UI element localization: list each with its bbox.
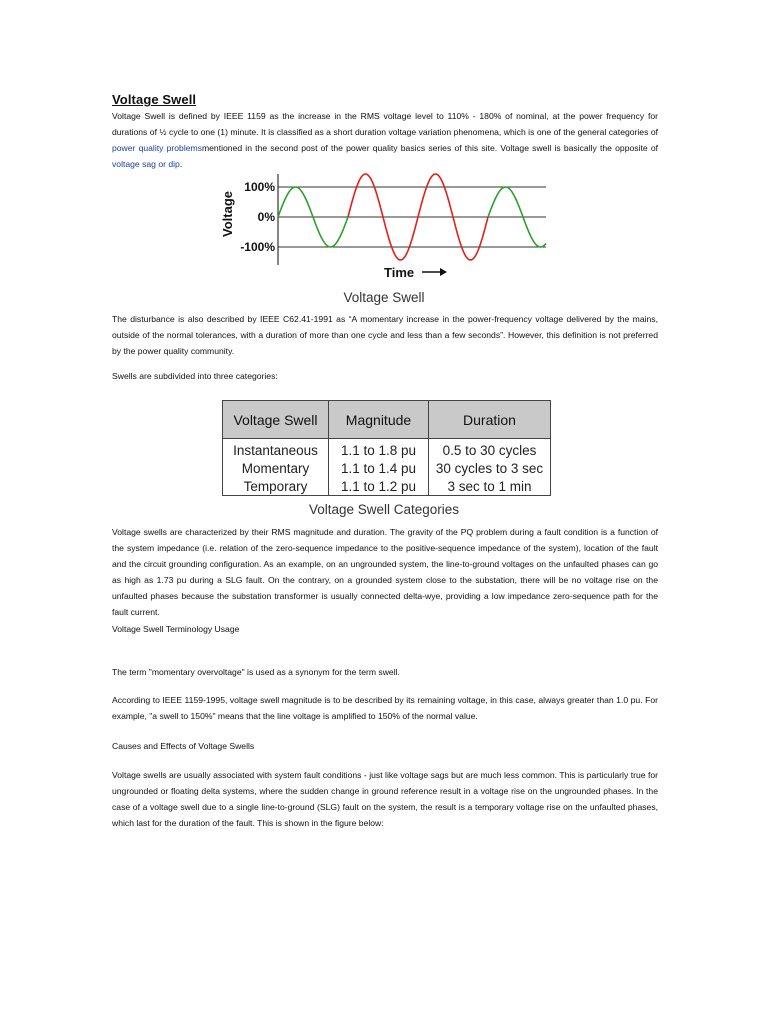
characterization-paragraph: Voltage swells are characterized by their RMS magnitude and duration. The gravity of the PQ problem during a fault condition is a function of the system impedance (i.e. relation of the zero-sequence impedance to the positive-sequence impedance of the system), location of the fault and the circuit grounding configuration. As an example, on an ungrounded system, the line-to-ground voltages on the unfaulted phases can go as high as 1.73 pu during a SLG fault. On the contrary, on a grounded system close to the substation, there will be no voltage rise on the unfaulted phases because the substation transformer is usually connected delta-wye, providing a low impedance zero-sequence path for the fault current. [112, 527, 658, 617]
table-row [223, 459, 551, 477]
table-caption: Voltage Swell Categories [308, 502, 460, 517]
power-quality-problems-link[interactable]: power quality problems [112, 143, 202, 153]
synonym-paragraph: The term "momentary overvoltage" is used as a synonym for the term swell. [112, 667, 400, 677]
intro-text-3: . [179, 159, 183, 169]
time-arrow-icon [422, 268, 447, 276]
figure-xlabel: Time [384, 265, 415, 280]
tick-0: 0% [257, 210, 275, 224]
table-row [223, 439, 551, 460]
ieee-1159-paragraph: According to IEEE 1159-1995, voltage swell magnitude is to be described by its remaining voltage, in this case, always greater than 1.0 pu. For example, "a swell to 150%" means that the line voltage is amplified to 150% of the normal value. [112, 695, 658, 721]
header-duration: Duration [429, 401, 551, 439]
table-cell: 1.1 to 1.2 pu [329, 477, 429, 496]
table-cell: 3 sec to 1 min [429, 477, 551, 496]
tick-minus-100: -100% [240, 240, 275, 254]
table-cell: Instantaneous [223, 439, 329, 460]
swell-categories-table [222, 400, 551, 496]
table-row [223, 477, 551, 496]
figure-ylabel: Voltage [220, 191, 235, 237]
ieee-c62-paragraph: The disturbance is also described by IEEE C62.41-1991 as “A momentary increase in the power-frequency voltage delivered by the mains, outside of the normal tolerances, with a duration of more than one cycle and less than a few seconds”. However, this definition is not preferred by the power quality community. [112, 314, 658, 356]
tick-100: 100% [244, 180, 275, 194]
header-voltage-swell: Voltage Swell [223, 401, 329, 439]
table-cell: 0.5 to 30 cycles [429, 439, 551, 460]
intro-text-2: mentioned in the second post of the power quality basics series of this site. Voltage swell is basically the opposite of [201, 143, 658, 153]
table-cell: Temporary [223, 477, 329, 496]
figure-caption: Voltage Swell [343, 290, 425, 305]
causes-paragraph: Voltage swells are usually associated with system fault conditions - just like voltage sags but are much less common. This is particularly true for ungrounded or floating delta systems, where the sudden change in ground reference result in a voltage rise on the ungrounded phases. In the case of a voltage swell due to a single line-to-ground (SLG) fault on the system, the result is a temporary voltage rise on the unfaulted phases, which last for the duration of the fault. This is shown in the figure below: [112, 770, 658, 828]
table-header-row [223, 401, 551, 439]
categories-intro: Swells are subdivided into three categories: [112, 371, 278, 381]
terminology-heading: Voltage Swell Terminology Usage [112, 624, 240, 634]
intro-text-1: Voltage Swell is defined by IEEE 1159 as the increase in the RMS voltage level to 110% - 180% of nominal, at the power frequency for durations of ½ cycle to one (1) minute. It is classified as a short duration voltage variation phenomena, which is one of the general categories of [112, 111, 658, 137]
table-cell: 30 cycles to 3 sec [429, 459, 551, 477]
table-cell: 1.1 to 1.8 pu [329, 439, 429, 460]
table-cell: 1.1 to 1.4 pu [329, 459, 429, 477]
intro-paragraph [112, 108, 658, 172]
voltage-swell-figure [214, 170, 554, 286]
page-title: Voltage Swell [112, 92, 197, 107]
table-cell: Momentary [223, 459, 329, 477]
header-magnitude: Magnitude [329, 401, 429, 439]
voltage-sag-link[interactable]: voltage sag or dip [112, 159, 180, 169]
causes-heading: Causes and Effects of Voltage Swells [112, 741, 255, 751]
